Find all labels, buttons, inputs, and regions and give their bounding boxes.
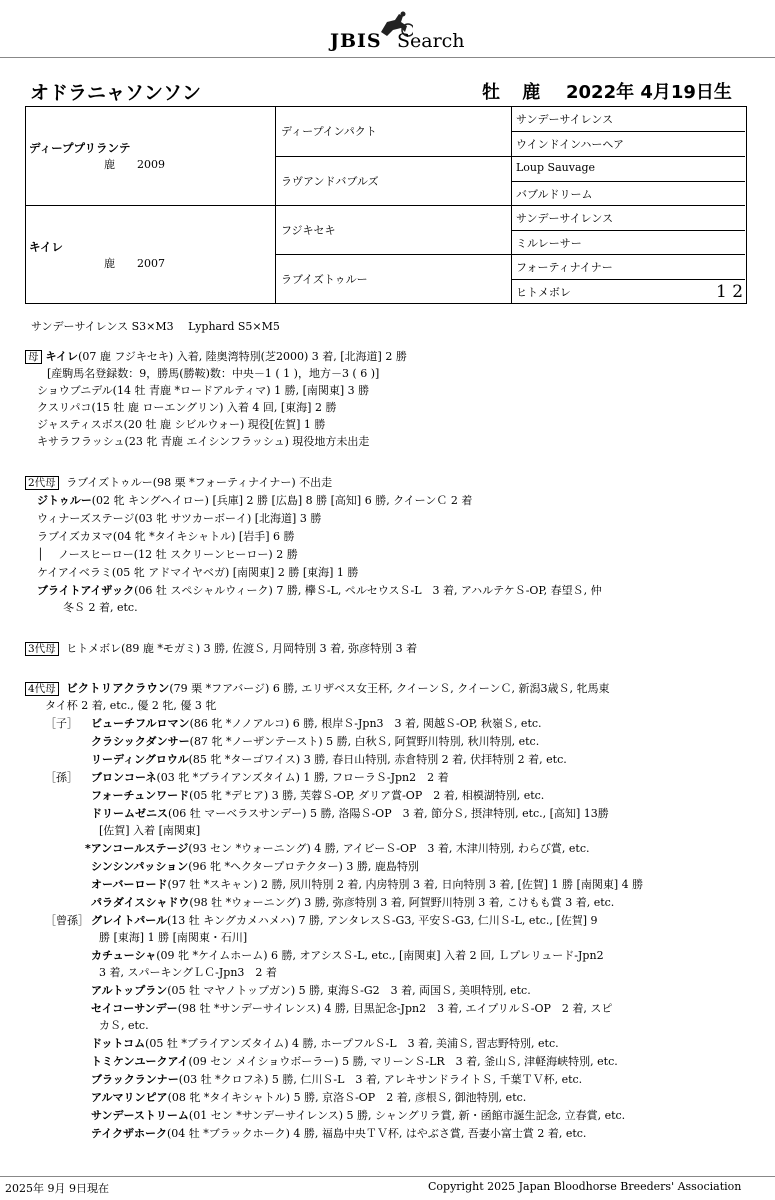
- pedigree-g3-3[interactable]: Loup Sauvage: [516, 161, 596, 174]
- list-item: クラシックダンサー(87 牝 *ノーザンテースト) 5 勝, 白秋Ｓ, 阿賀野川特別, 秋川特別, etc.: [91, 735, 540, 748]
- list-item: テイクザホーク(04 牡 *ブラックホーク) 4 勝, 福島中央ＴＶ杯, はやぶさ賞, 吾妻小富士賞 2 着, etc.: [91, 1127, 587, 1140]
- pedigree-g3-5[interactable]: サンデーサイレンス: [516, 212, 614, 225]
- pedigree-dam-dam[interactable]: ラブイズトゥルー: [276, 255, 512, 304]
- list-item: ドリームゼニス(06 牡 マーベラスサンデー) 5 勝, 洛陽Ｓ-OP 3 着, 節分Ｓ, 摂津特別, etc., [高知] 13勝: [91, 807, 609, 820]
- list-item: グレイトパール(13 牡 キングカメハメハ) 7 勝, アンタレスＳ-G3, 平安Ｓ-G3, 仁川Ｓ-L, etc., [佐賀] 9: [91, 914, 598, 927]
- list-item: カＳ, etc.: [99, 1019, 149, 1032]
- dam-stats: [産駒馬名登録数：9，勝馬(勝鞍)数：中央－1 ( 1 )，地方－3 ( 6 )]: [47, 367, 380, 380]
- horse-birth-date: 2022年 4月19日生: [566, 82, 732, 103]
- footer-divider: [0, 1176, 775, 1177]
- jbis-search-logo[interactable]: [325, 8, 465, 54]
- list-item: シンシンパッション(96 牝 *ヘクタープロテクター) 3 勝, 鹿島特別: [91, 860, 419, 873]
- list-item: *アンコールステージ(93 セン *ウォーニング) 4 勝, アイビーＳ-OP 3 着, 木津川特別, わらび賞, etc.: [85, 842, 590, 855]
- horse-sex-color: 牡 鹿: [482, 82, 549, 103]
- third-dam-line: 3代母 ヒトメボレ(89 鹿 *モガミ) 3 勝, 佐渡Ｓ, 月岡特別 3 着, 弥彦特別 3 着: [25, 640, 417, 656]
- family-number: 1 2: [716, 282, 744, 302]
- fourth-dam-line: 4代母 ビクトリアクラウン(79 栗 *フアバージ) 6 勝, エリザベス女王杯, クイーンＳ, クイーンＣ, 新潟3歳Ｓ, 牝馬東: [25, 680, 610, 696]
- list-item: ラブイズカヌマ(04 牝 *タイキシャトル) [岩手] 6 勝: [37, 530, 295, 543]
- pedigree-dam[interactable]: [26, 206, 276, 304]
- as-of-date: 2025年 9月 9日現在: [5, 1182, 109, 1195]
- list-item: サンデーストリーム(01 セン *サンデーサイレンス) 5 勝, シャングリラ賞, 新・函館市誕生記念, 立春賞, etc.: [91, 1109, 626, 1122]
- list-item: ケイアイベラミ(05 牝 アドマイヤベガ) [南関東] 2 勝 [東海] 1 勝: [37, 566, 359, 579]
- list-item: セイコーサンデー(98 牡 *サンデーサイレンス) 4 勝, 目黒記念-Jpn2 3 着, エイプリルＳ-OP 2 着, スピ: [91, 1002, 613, 1015]
- list-item: ビューチフルロマン(86 牝 *ノノアルコ) 6 勝, 根岸Ｓ-Jpn3 3 着, 関越Ｓ-OP, 秋嶺Ｓ, etc.: [91, 717, 542, 730]
- pedigree-g3-4[interactable]: バブルドリーム: [516, 188, 593, 201]
- dam-line: 母 キイレ(07 鹿 フジキセキ) 入着, 陸奥湾特別(芝2000) 3 着, [北海道] 2 勝: [25, 348, 407, 364]
- list-item: トミケンユークアイ(09 セン メイショウボーラー) 5 勝, マリーンＳ-LR 3 着, 釜山Ｓ, 津軽海峡特別, etc.: [91, 1055, 618, 1068]
- sire-name: ディーププリランテ: [29, 141, 131, 155]
- pedigree-dam-sire[interactable]: フジキセキ: [276, 206, 512, 255]
- list-item: パラダイスシャドウ(98 牡 *ウォーニング) 3 勝, 弥彦特別 3 着, 阿賀野川特別 3 着, こけもも賞 3 着, etc.: [91, 896, 615, 909]
- copyright: Copyright 2025 Japan Bloodhorse Breeders' Association: [428, 1180, 742, 1193]
- label-great-grandchild: ［曾孫］: [45, 914, 89, 927]
- list-item: アルマリンピア(08 牝 *タイキシャトル) 5 勝, 京洛Ｓ-OP 2 着, 彦根Ｓ, 御池特別, etc.: [91, 1091, 527, 1104]
- list-item: ドットコム(05 牡 *ブライアンズタイム) 4 勝, ホープフルＳ-L 3 着, 美浦Ｓ, 習志野特別, etc.: [91, 1037, 559, 1050]
- list-item: ブロンコーネ(03 牝 *ブライアンズタイム) 1 勝, フローラＳ-Jpn2 2 着: [91, 771, 449, 784]
- dam-name: キイレ: [29, 240, 64, 254]
- pedigree-g3-6[interactable]: ミルレーサー: [516, 237, 582, 250]
- pedigree-sire-sire[interactable]: ディープインパクト: [276, 107, 512, 156]
- sire-detail: 鹿 2009: [104, 158, 165, 171]
- list-item: アルトップラン(05 牡 マヤノトップガン) 5 勝, 東海Ｓ-G2 3 着, 両国Ｓ, 美唄特別, etc.: [91, 984, 531, 997]
- header-divider: [0, 57, 775, 58]
- list-item: ブラックランナー(03 牡 *クロフネ) 5 勝, 仁川Ｓ-L 3 着, アレキサンドライトＳ, 千葉ＴＶ杯, etc.: [91, 1073, 583, 1086]
- list-item: クスリパコ(15 牡 鹿 ローエングリン) 入着 4 回, [東海] 2 勝: [37, 401, 337, 414]
- pedigree-table: [25, 106, 747, 304]
- list-item: フォーチュンワード(05 牝 *デヒア) 3 勝, 芙蓉Ｓ-OP, ダリア賞-OP 2 着, 相模湖特別, etc.: [91, 789, 545, 802]
- logo-text-jbis: JBIS: [330, 30, 382, 52]
- list-item: ジャスティスボス(20 牡 鹿 シビルウォー) 現役[佐賀] 1 勝: [37, 418, 326, 431]
- pedigree-g3-2[interactable]: ウインドインハーヘア: [516, 138, 625, 151]
- list-item: ウィナーズステージ(03 牝 サツカーボーイ) [北海道] 3 勝: [37, 512, 322, 525]
- list-item: オーバーロード(97 牡 *スキャン) 2 勝, 夙川特別 2 着, 内房特別 3 着, 日向特別 3 着, [佐賀] 1 勝 [南関東] 4 勝: [91, 878, 644, 891]
- list-item: カチューシャ(09 牝 *ケイムホーム) 6 勝, オアシスＳ-L, etc., [南関東] 入着 2 回, Ｌプレリュード-Jpn2: [91, 949, 604, 962]
- inbreeding-info: サンデーサイレンス S3×M3 Lyphard S5×M5: [31, 320, 280, 333]
- list-item: 勝 [東海] 1 勝 [南関東・石川]: [99, 931, 248, 944]
- list-item: 3 着, スパーキングＬＣ-Jpn3 2 着: [99, 966, 277, 979]
- list-item: [佐賀] 入着 [南関東]: [99, 824, 201, 837]
- label-grandchild: ［孫］: [45, 771, 78, 784]
- list-item: ジトゥルー(02 牝 キングヘイロー) [兵庫] 2 勝 [広島] 8 勝 [高知] 6 勝, クイーンＣ 2 着: [37, 494, 473, 507]
- list-item: キサラフラッシュ(23 牝 青鹿 エイシンフラッシュ) 現役地方未出走: [37, 435, 370, 448]
- list-item: │ ノースヒーロー(12 牡 スクリーンヒーロー) 2 勝: [37, 548, 298, 561]
- list-item: ショウブニデル(14 牡 青鹿 *ロードアルティマ) 1 勝, [南関東] 3 勝: [37, 384, 370, 397]
- fourth-dam-line-cont: タイ杯 2 着, etc., 優 2 牝, 優 3 牝: [45, 699, 217, 712]
- list-item: リーディングロウル(85 牝 *ターゴワイス) 3 勝, 春日山特別, 赤倉特別 2 着, 伏拝特別 2 着, etc.: [91, 753, 567, 766]
- pedigree-g3-7[interactable]: フォーティナイナー: [516, 261, 613, 274]
- pedigree-g3-1[interactable]: サンデーサイレンス: [516, 113, 614, 126]
- dam-detail: 鹿 2007: [104, 257, 165, 270]
- logo-text-search: Search: [397, 30, 465, 52]
- label-child: ［子］: [45, 717, 78, 730]
- pedigree-g3-8[interactable]: ヒトメボレ: [516, 286, 571, 299]
- second-dam-line: 2代母 ラブイズトゥルー(98 栗 *フォーティナイナー) 不出走: [25, 474, 332, 490]
- pedigree-sire[interactable]: [26, 107, 276, 205]
- list-item: 冬Ｓ 2 着, etc.: [63, 601, 138, 614]
- pedigree-sire-dam[interactable]: ラヴアンドバブルズ: [276, 157, 512, 206]
- list-item: ブライトアイザック(06 牡 スペシャルウィーク) 7 勝, 欅Ｓ-L, ペルセウスＳ-L 3 着, アハルテケＳ-OP, 春望Ｓ, 仲: [37, 584, 602, 597]
- horse-name: オドラニャソンソン: [30, 82, 202, 104]
